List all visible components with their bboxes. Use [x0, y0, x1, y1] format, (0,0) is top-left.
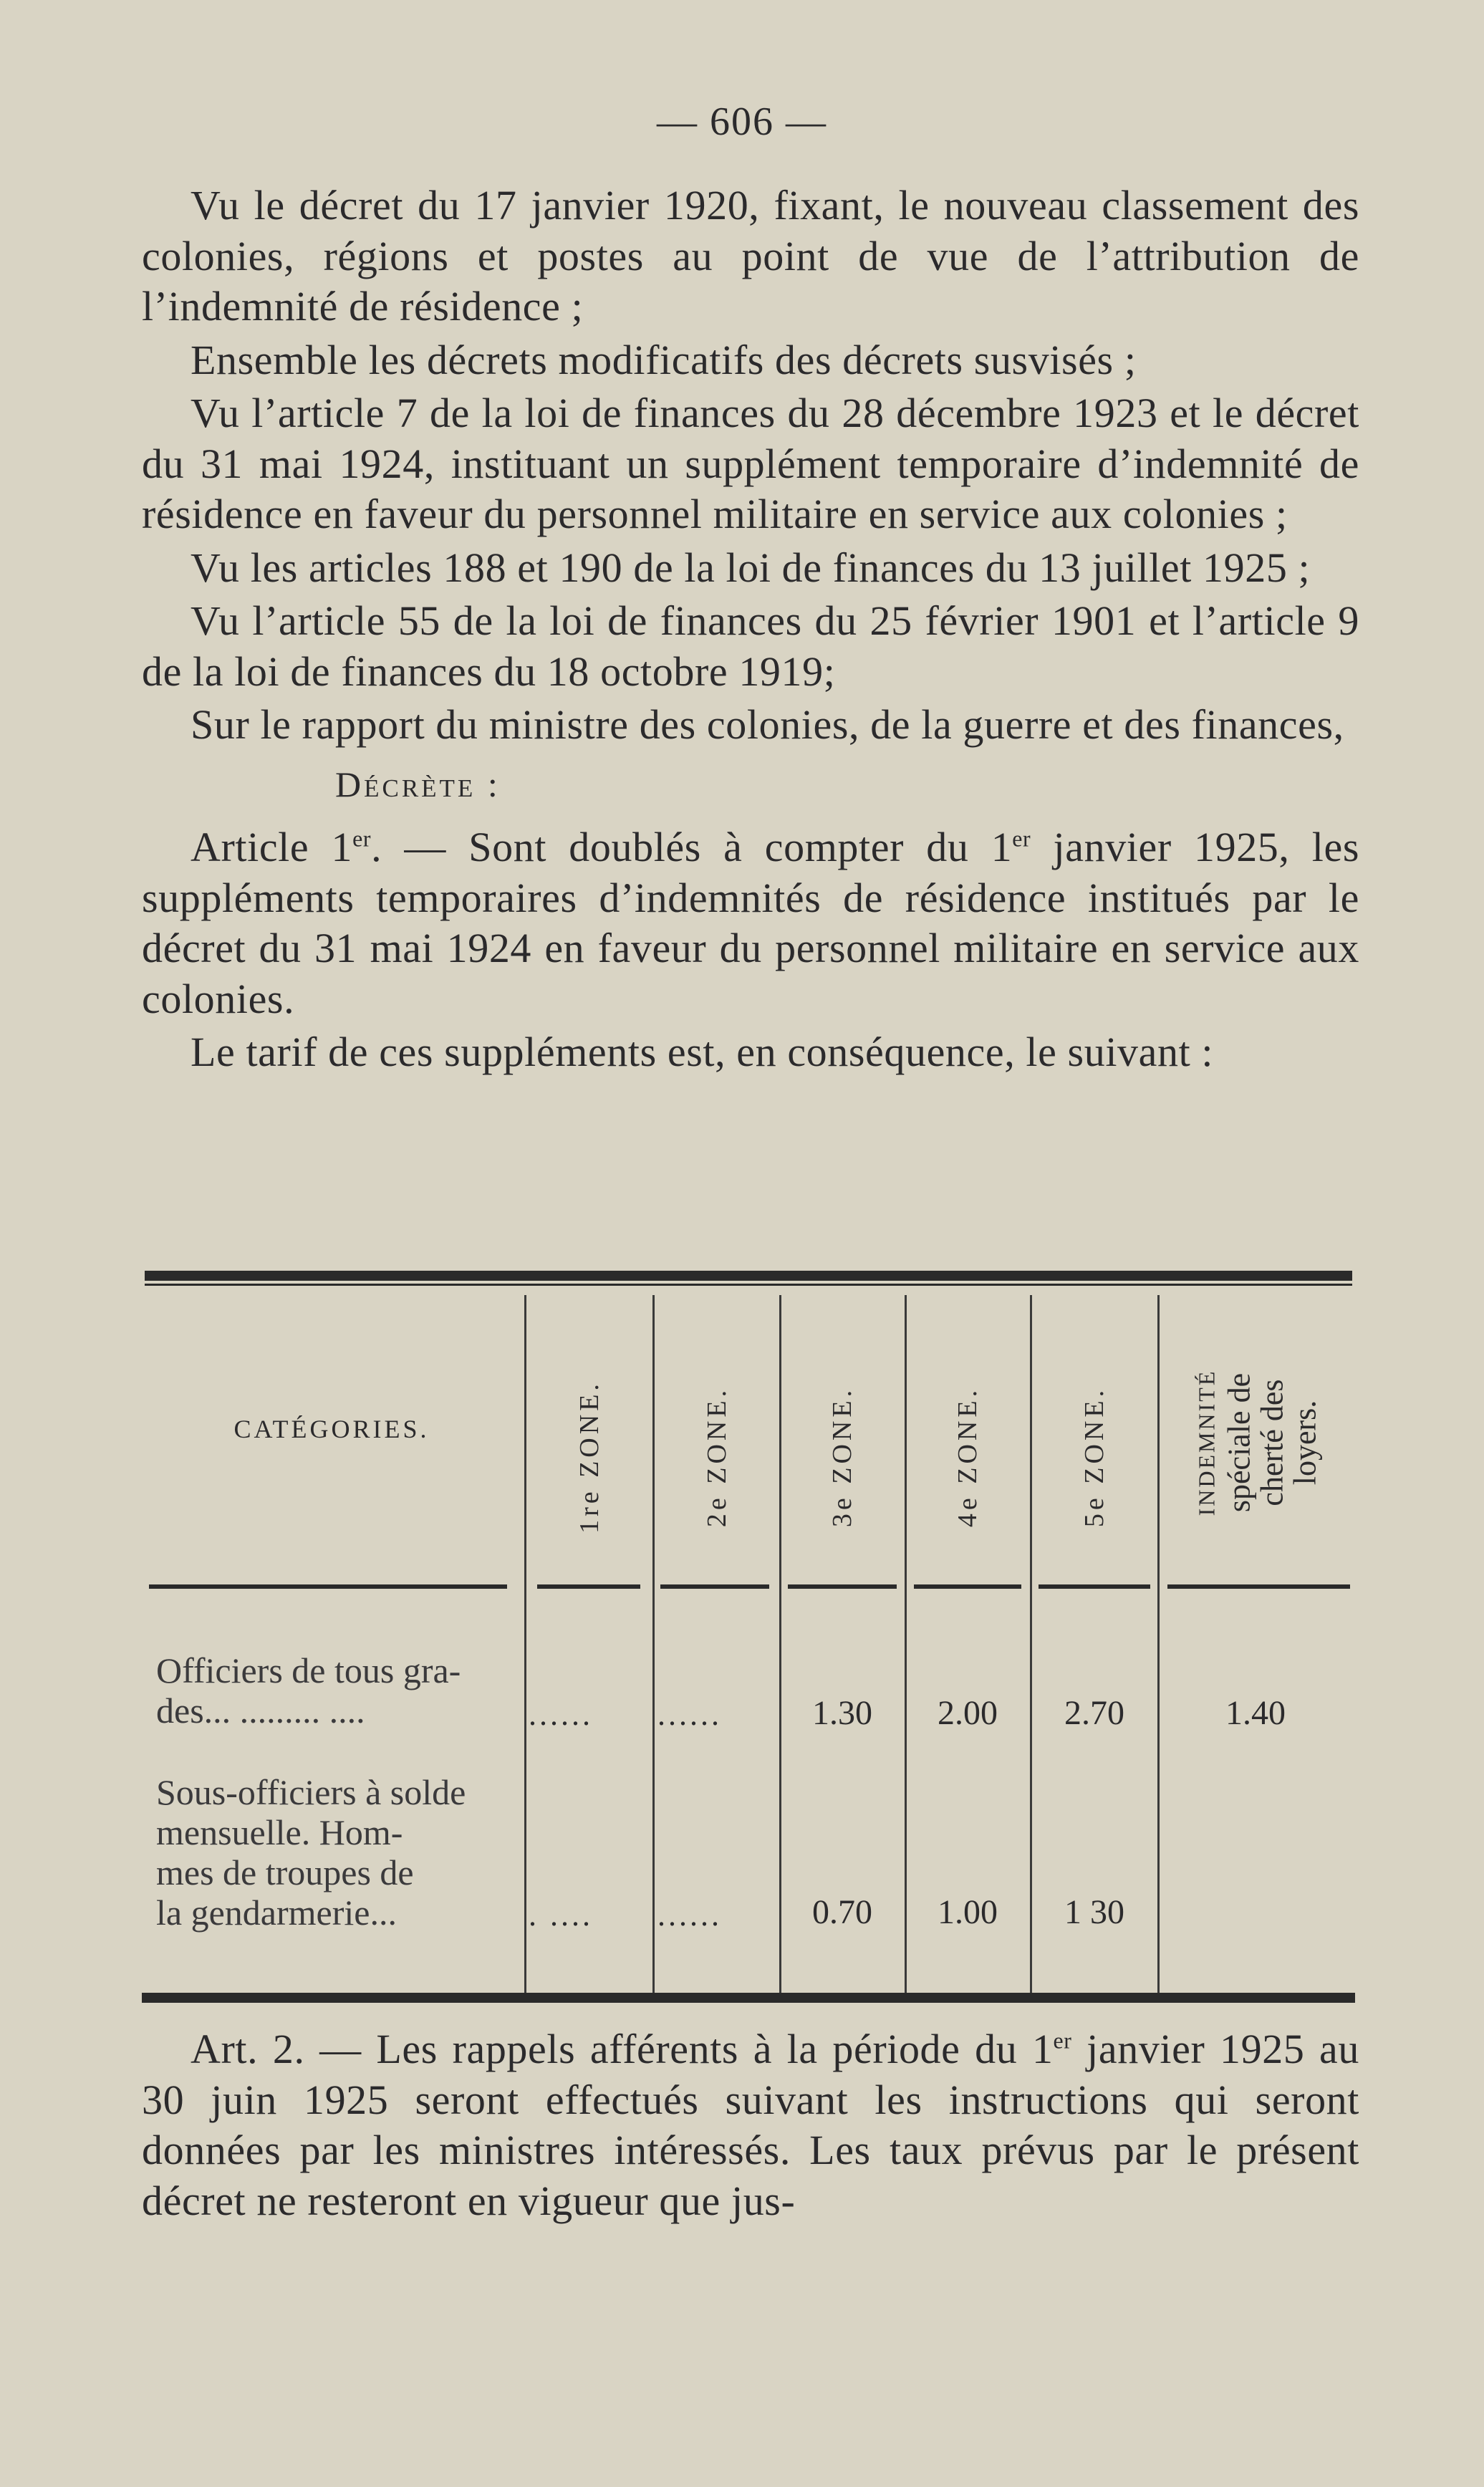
table-cell: 2.00: [938, 1694, 998, 1732]
header-rule: [660, 1584, 769, 1589]
zone-header: [907, 1357, 1028, 1557]
zone-header-label: 3e ZONE.: [827, 1386, 857, 1528]
zone-header-label: 1re ZONE.: [574, 1380, 604, 1534]
article-2-text-a: Art. 2. — Les rappels afférents à la période du 1: [191, 2026, 1054, 2072]
paragraph: Vu les articles 188 et 190 de la loi de finances du 13 juillet 1925 ;: [191, 544, 1311, 591]
zone-header-label: 5e ZONE.: [1079, 1386, 1109, 1528]
loyers-header-line: INDEMNITÉ: [1192, 1369, 1219, 1516]
zone-header-label: 4e ZONE.: [953, 1386, 983, 1528]
label-line: mensuelle. Hom-: [156, 1812, 403, 1852]
article-1-prefix: Article 1: [191, 824, 353, 870]
tariff-intro: Le tarif de ces suppléments est, en conséquence, le suivant :: [191, 1029, 1214, 1075]
zone-header-label: 2e ZONE.: [702, 1386, 732, 1528]
zone-header: [656, 1357, 778, 1557]
label-line: la gendarmerie...: [156, 1892, 397, 1933]
header-rule: [788, 1584, 897, 1589]
header-rule: [1167, 1584, 1350, 1589]
table-cell: 1 30: [1064, 1893, 1124, 1931]
label-line: Officiers de tous gra-: [156, 1650, 461, 1690]
table-top-rule: [145, 1271, 1352, 1281]
table-cell: 0.70: [812, 1893, 872, 1931]
label-line: Sous-officiers à solde: [156, 1772, 466, 1812]
table-cell: 1.40: [1225, 1694, 1286, 1732]
header-rule: [914, 1584, 1021, 1589]
sup: er: [1053, 2028, 1072, 2054]
article-1-text-a: . — Sont doublés à compter du 1: [371, 824, 1013, 870]
table-cell: 2.70: [1064, 1694, 1124, 1732]
column-divider: [652, 1295, 655, 1993]
table-cell: . ....: [529, 1897, 593, 1933]
paragraph: Sur le rapport du ministre des colonies, de la guerre et des finances,: [191, 701, 1344, 748]
column-divider: [1030, 1295, 1032, 1993]
table-top-rule-thin: [145, 1284, 1352, 1286]
category-header: CATÉGORIES.: [233, 1415, 430, 1443]
loyers-header-line: cherté des: [1253, 1379, 1289, 1506]
article-1: [142, 822, 1359, 1024]
table-cell: ......: [657, 1897, 722, 1933]
article-2: [142, 2024, 1359, 2226]
paragraph: Vu l’article 7 de la loi de finances du 28 décembre 1923 et le décret du 31 mai 1924, instituant un supplément temporaire d’indemnité de résidence en faveur du personnel militaire en service aux colonies ;: [142, 390, 1359, 537]
header-rule: [1039, 1584, 1150, 1589]
loyers-header: [1162, 1314, 1349, 1572]
header-rule: [537, 1584, 640, 1589]
column-divider: [1157, 1295, 1160, 1993]
article-2-text-b: janvier 1925 au 30 juin 1925 seront effectués suivant les instructions qui seront données par les ministres intéressés. Les taux prévus par le présent décret ne resteront en vigueur que jus-: [142, 2026, 1359, 2224]
decree-heading: Décrète :: [335, 764, 501, 804]
article-2-text: [142, 2024, 1359, 2229]
zone-header: [781, 1357, 903, 1557]
table-cell: ......: [529, 1697, 593, 1732]
sup: er: [1012, 826, 1031, 852]
table-cell: 1.30: [812, 1694, 872, 1732]
article-1-text-b: janvier 1925, les suppléments temporaires d’indemnités de résidence institués par le décret du 31 mai 1924 en faveur du personnel militaire en service aux colonies.: [142, 824, 1359, 1022]
tariff-table: [142, 1271, 1355, 2009]
header-rule: [149, 1584, 507, 1589]
table-row-label: [156, 1650, 529, 1731]
paragraph: Vu l’article 55 de la loi de finances du 25 février 1901 et l’article 9 de la loi de finances du 18 octobre 1919;: [142, 597, 1359, 695]
paragraph: Vu le décret du 17 janvier 1920, fixant, le nouveau classement des colonies, régions et postes au point de vue de l’attribution de l’indemnité de résidence ;: [142, 182, 1359, 329]
zone-header: [529, 1357, 650, 1557]
paragraph: Ensemble les décrets modificatifs des décrets susvisés ;: [191, 336, 1137, 383]
loyers-header-line: loyers.: [1286, 1400, 1322, 1486]
table-bottom-rule: [142, 1993, 1355, 2003]
label-line: des... ......... ....: [156, 1690, 365, 1731]
label-line: mes de troupes de: [156, 1852, 414, 1892]
table-cell: 1.00: [938, 1893, 998, 1931]
zone-header: [1034, 1357, 1155, 1557]
table-row-label: [156, 1772, 529, 1933]
page-number: — 606 —: [657, 100, 827, 144]
sup: er: [352, 826, 372, 852]
table-cell: ......: [657, 1697, 722, 1732]
preamble-text: [142, 181, 1359, 1081]
loyers-header-line: spéciale de: [1220, 1372, 1256, 1513]
